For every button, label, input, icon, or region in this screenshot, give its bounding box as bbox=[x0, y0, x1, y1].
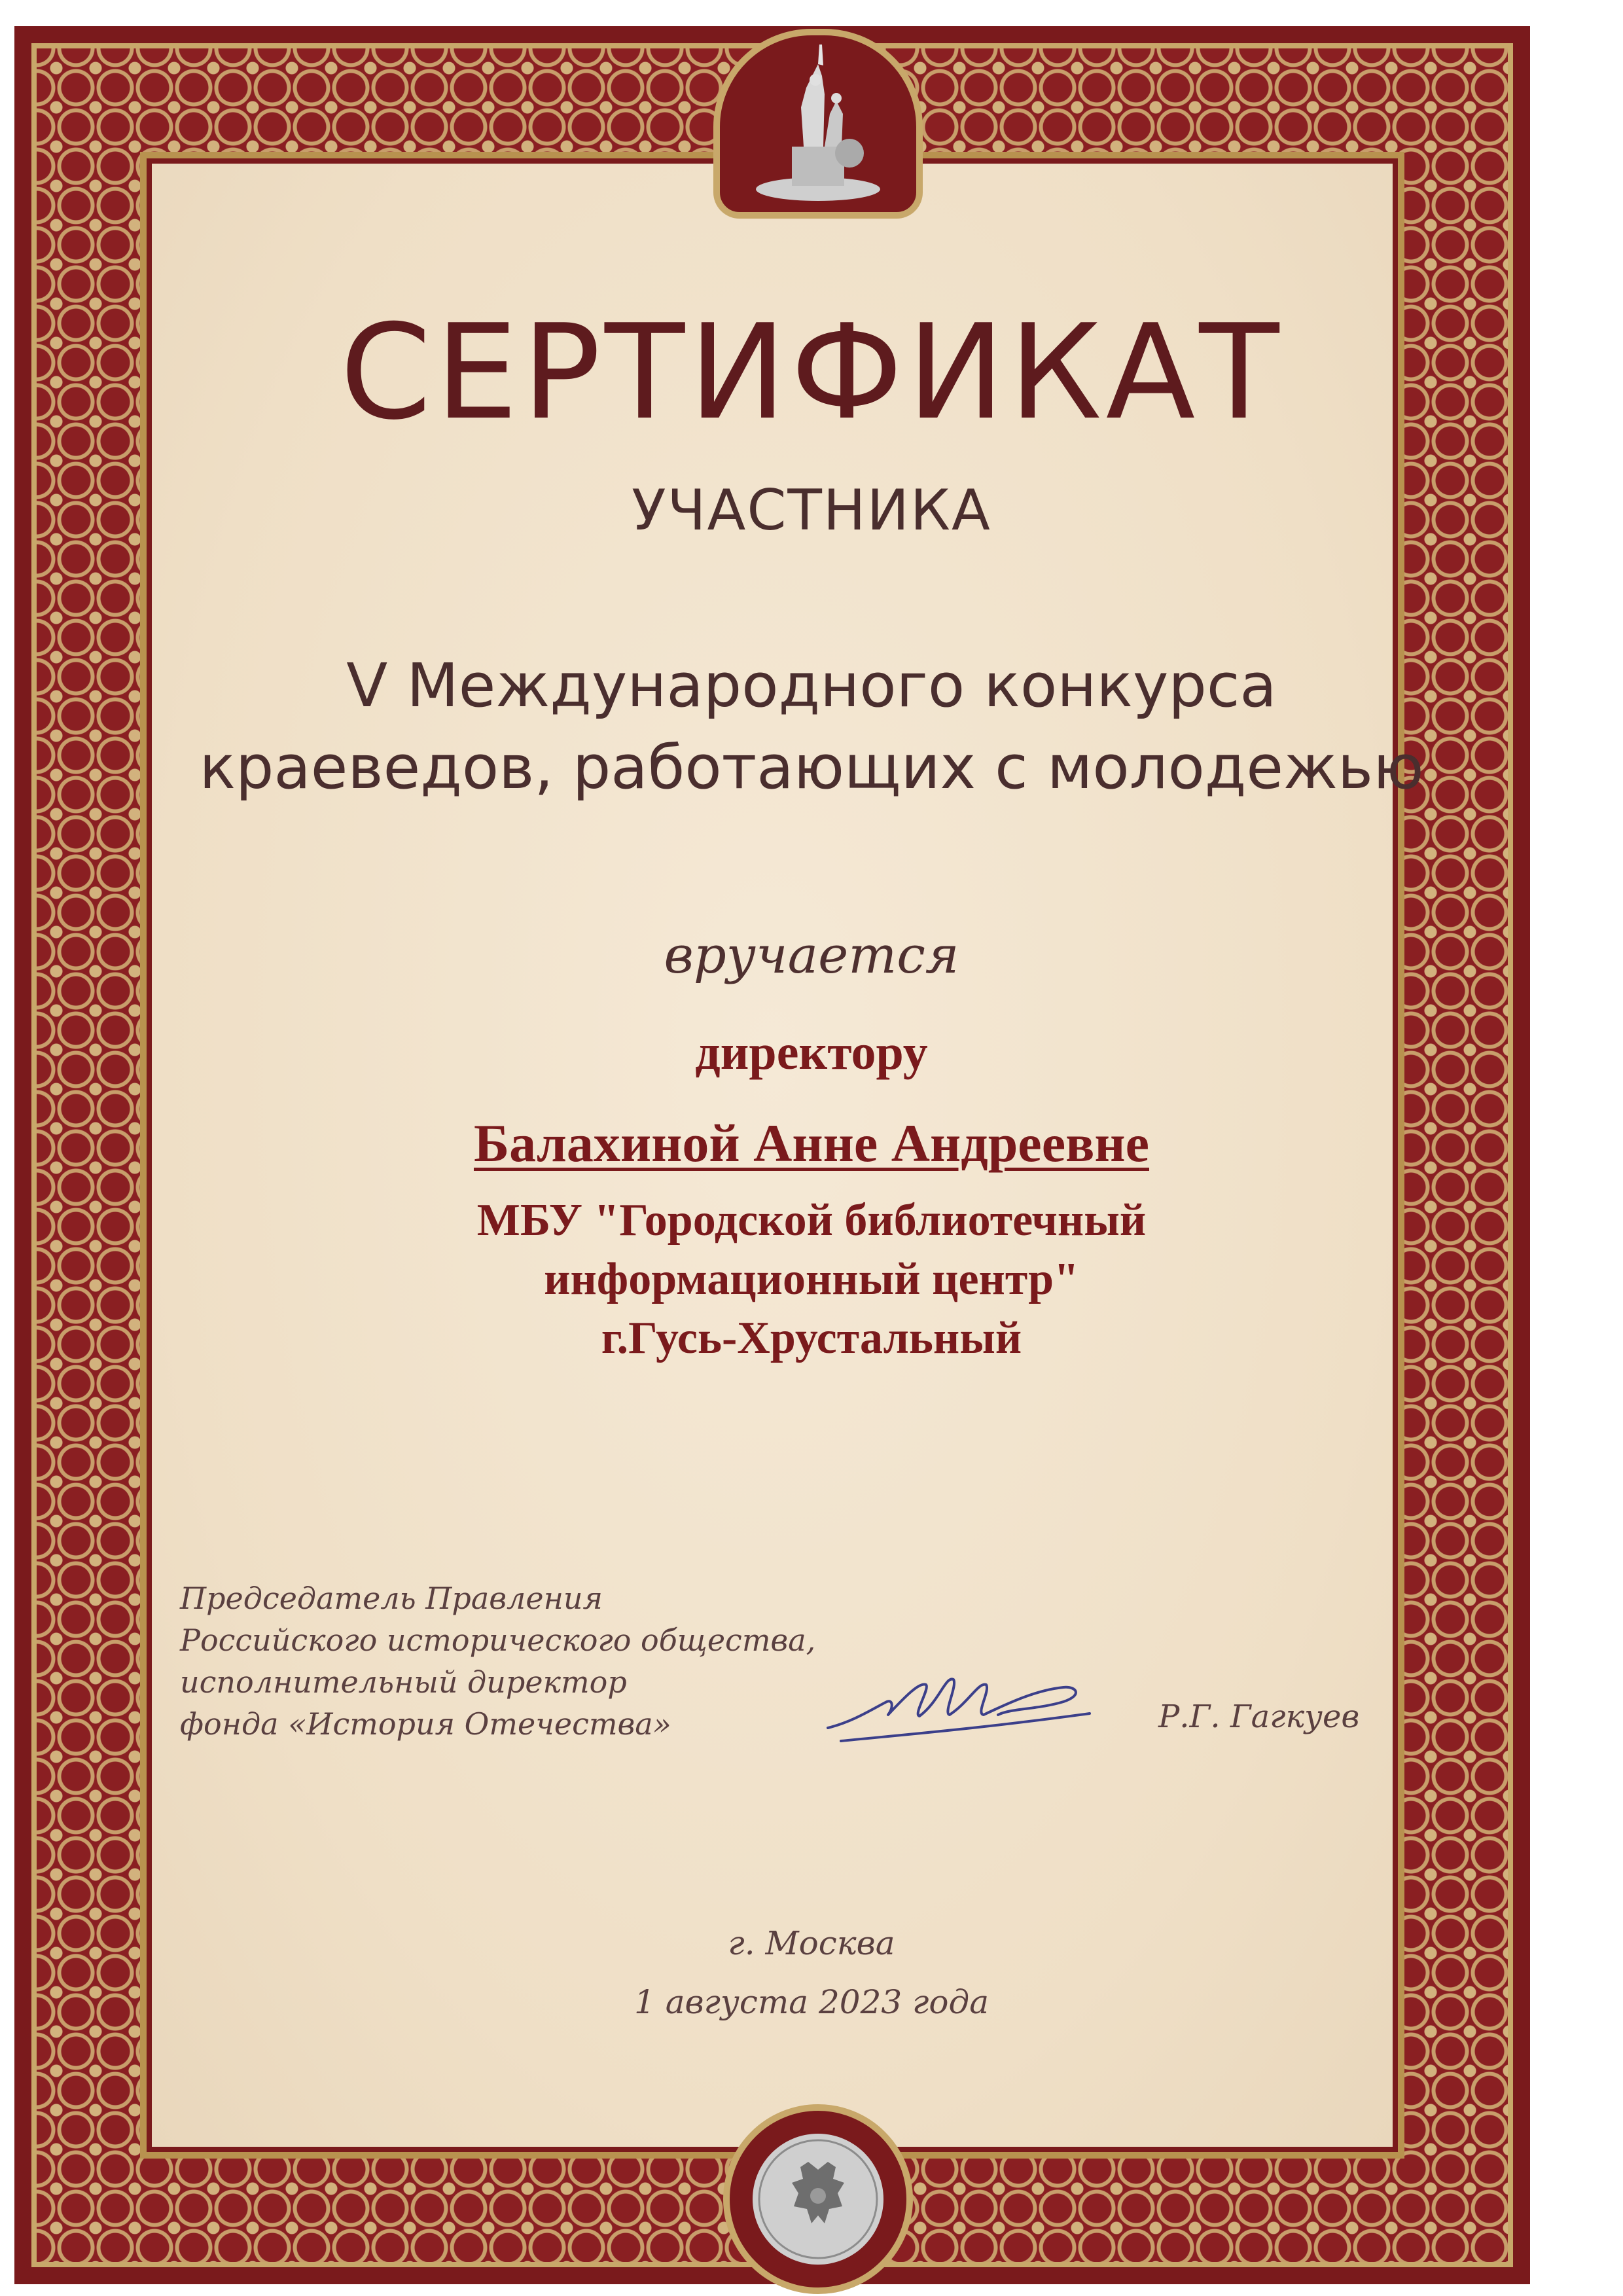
awarded-label: вручается bbox=[664, 926, 959, 985]
recipient-position: директору bbox=[695, 1025, 928, 1080]
recipient-organization bbox=[0, 1191, 1623, 1368]
handwritten-signature bbox=[815, 1636, 1116, 1767]
signer-line-3: исполнительный директор bbox=[180, 1664, 627, 1700]
contest-line-2: краеведов, работающих с молодежью bbox=[199, 732, 1424, 802]
issue-date: 1 августа 2023 года bbox=[633, 1983, 990, 2021]
issue-city: г. Москва bbox=[728, 1924, 895, 1962]
contest-name bbox=[0, 645, 1623, 808]
recipient-name: Балахиной Анне Андреевне bbox=[473, 1113, 1150, 1173]
signer-line-2: Российского исторического общества, bbox=[180, 1623, 816, 1658]
certificate-title: СЕРТИФИКАТ bbox=[340, 296, 1283, 449]
signer-name: Р.Г. Гагкуев bbox=[1158, 1698, 1360, 1735]
org-line-3: г.Гусь-Хрустальный bbox=[601, 1313, 1022, 1363]
org-line-2: информационный центр" bbox=[544, 1254, 1079, 1304]
signer-title bbox=[180, 1577, 867, 1745]
certificate-subtitle: УЧАСТНИКА bbox=[632, 478, 991, 543]
signer-line-4: фонда «История Отечества» bbox=[180, 1706, 671, 1742]
signer-line-1: Председатель Правления bbox=[180, 1581, 603, 1616]
contest-line-1: V Международного конкурса bbox=[346, 651, 1277, 721]
double-headed-eagle-seal-icon bbox=[723, 2104, 913, 2294]
org-line-1: МБУ "Городской библиотечный bbox=[476, 1195, 1147, 1246]
monument-emblem-icon bbox=[713, 29, 923, 219]
